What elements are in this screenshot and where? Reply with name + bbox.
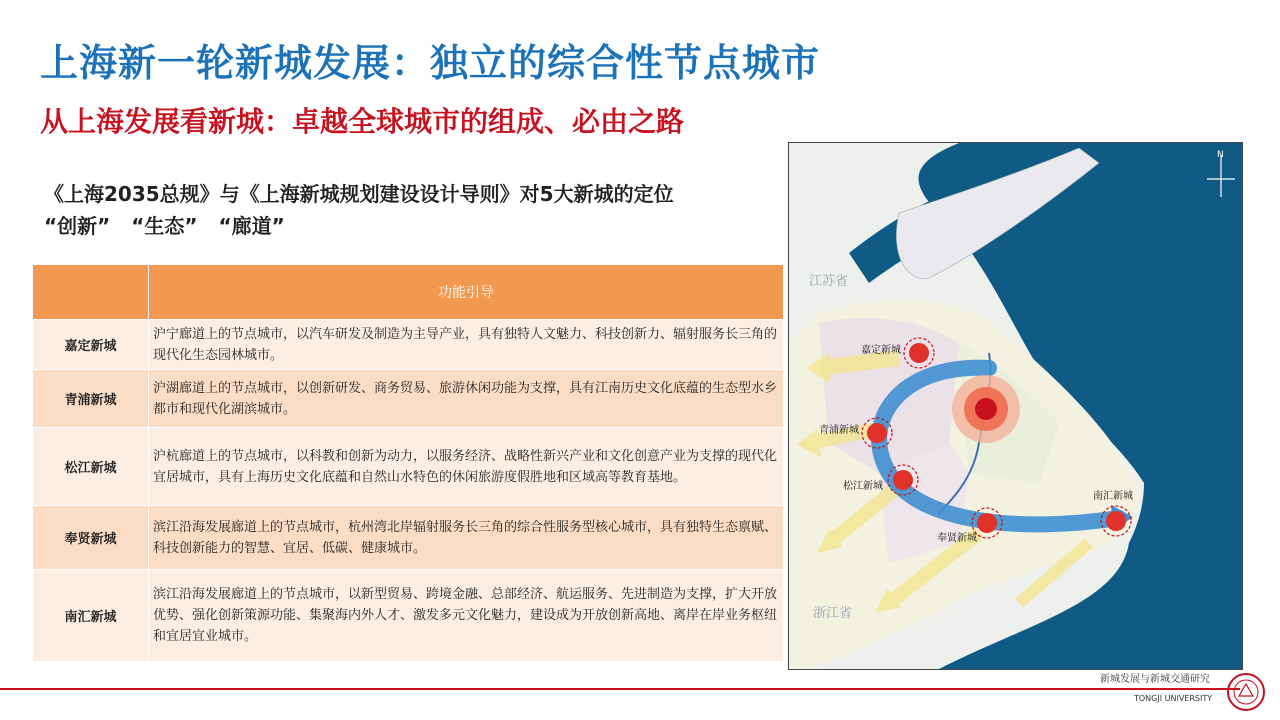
table-row: [33, 320, 784, 370]
keywords-line: [44, 210, 299, 239]
page-title: 上海新一轮新城发展：独立的综合性节点城市: [40, 41, 821, 85]
row-name: 奉贤新城: [33, 506, 149, 570]
north-label: N: [1217, 150, 1224, 160]
row-name: 南汇新城: [33, 570, 149, 662]
city-label: 嘉定新城: [861, 345, 901, 356]
city-label: 奉贤新城: [937, 533, 977, 544]
city-label: 松江新城: [843, 481, 883, 492]
province-label-zhejiang: 浙江省: [813, 606, 853, 621]
province-label-jiangsu: 江苏省: [809, 274, 849, 289]
row-text: 沪湖廊道上的节点城市，以创新研发、商务贸易、旅游休闲功能为支撑，具有江南历史文化底蕴的生态型水乡都市和现代化湖滨城市。: [149, 370, 784, 428]
university-seal-icon: [1226, 672, 1266, 712]
table-header-function: 功能引导: [149, 265, 784, 320]
table-header-corner: [33, 265, 149, 320]
table-header-row: [33, 265, 784, 320]
footer-divider: [0, 688, 1240, 690]
corridor-arrow-jiading: [819, 358, 899, 368]
description-line: 《上海2035总规》与《上海新城规划建设设计导则》对5大新城的定位: [44, 182, 674, 206]
marker-dot: [867, 423, 887, 443]
row-text: 沪宁廊道上的节点城市，以汽车研发及制造为主导产业，具有独特人文魅力、科技创新力、辐射服务长三角的现代化生态园林城市。: [149, 320, 784, 370]
shanghai-map: [788, 142, 1243, 670]
page-subtitle: 从上海发展看新城：卓越全球城市的组成、必由之路: [40, 105, 685, 138]
row-name: 嘉定新城: [33, 320, 149, 370]
keyword-corridor: “廊道”: [218, 214, 285, 238]
marker-dot: [977, 513, 997, 533]
marker-dot: [893, 470, 913, 490]
city-label: 青浦新城: [819, 425, 859, 436]
row-text: 滨江沿海发展廊道上的节点城市，杭州湾北岸辐射服务长三角的综合性服务型核心城市，具有独特生态禀赋、科技创新能力的智慧、宜居、低碳、健康城市。: [149, 506, 784, 570]
function-table: [32, 264, 784, 662]
row-name: 青浦新城: [33, 370, 149, 428]
keyword-ecology: “生态”: [131, 214, 198, 238]
row-text: 滨江沿海发展廊道上的节点城市，以新型贸易、跨境金融、总部经济、航运服务、先进制造为支撑，扩大开放优势、强化创新策源功能、集聚海内外人才、激发多元文化魅力，建设成为开放创新高地、离岸在岸业务枢纽和宜居宜业城市。: [149, 570, 784, 662]
table-row: [33, 506, 784, 570]
row-text: 沪杭廊道上的节点城市，以科教和创新为动力，以服务经济、战略性新兴产业和文化创意产业为支撑的现代化宜居城市，具有上海历史文化底蕴和自然山水特色的休闲旅游度假胜地和区域高等教育基地。: [149, 428, 784, 506]
marker-dot: [1106, 511, 1126, 531]
footer-cn-text: 新城发展与新城交通研究: [1100, 674, 1210, 685]
footer-en-text: TONGJI UNIVERSITY: [1134, 694, 1213, 703]
keyword-innovation: “创新”: [44, 214, 111, 238]
marker-dot: [909, 343, 929, 363]
row-name: 松江新城: [33, 428, 149, 506]
table-row: [33, 428, 784, 506]
city-label: 南汇新城: [1093, 491, 1133, 502]
table-row: [33, 570, 784, 662]
map-svg: [789, 143, 1242, 669]
central-city-core: [975, 398, 997, 420]
table-row: [33, 370, 784, 428]
